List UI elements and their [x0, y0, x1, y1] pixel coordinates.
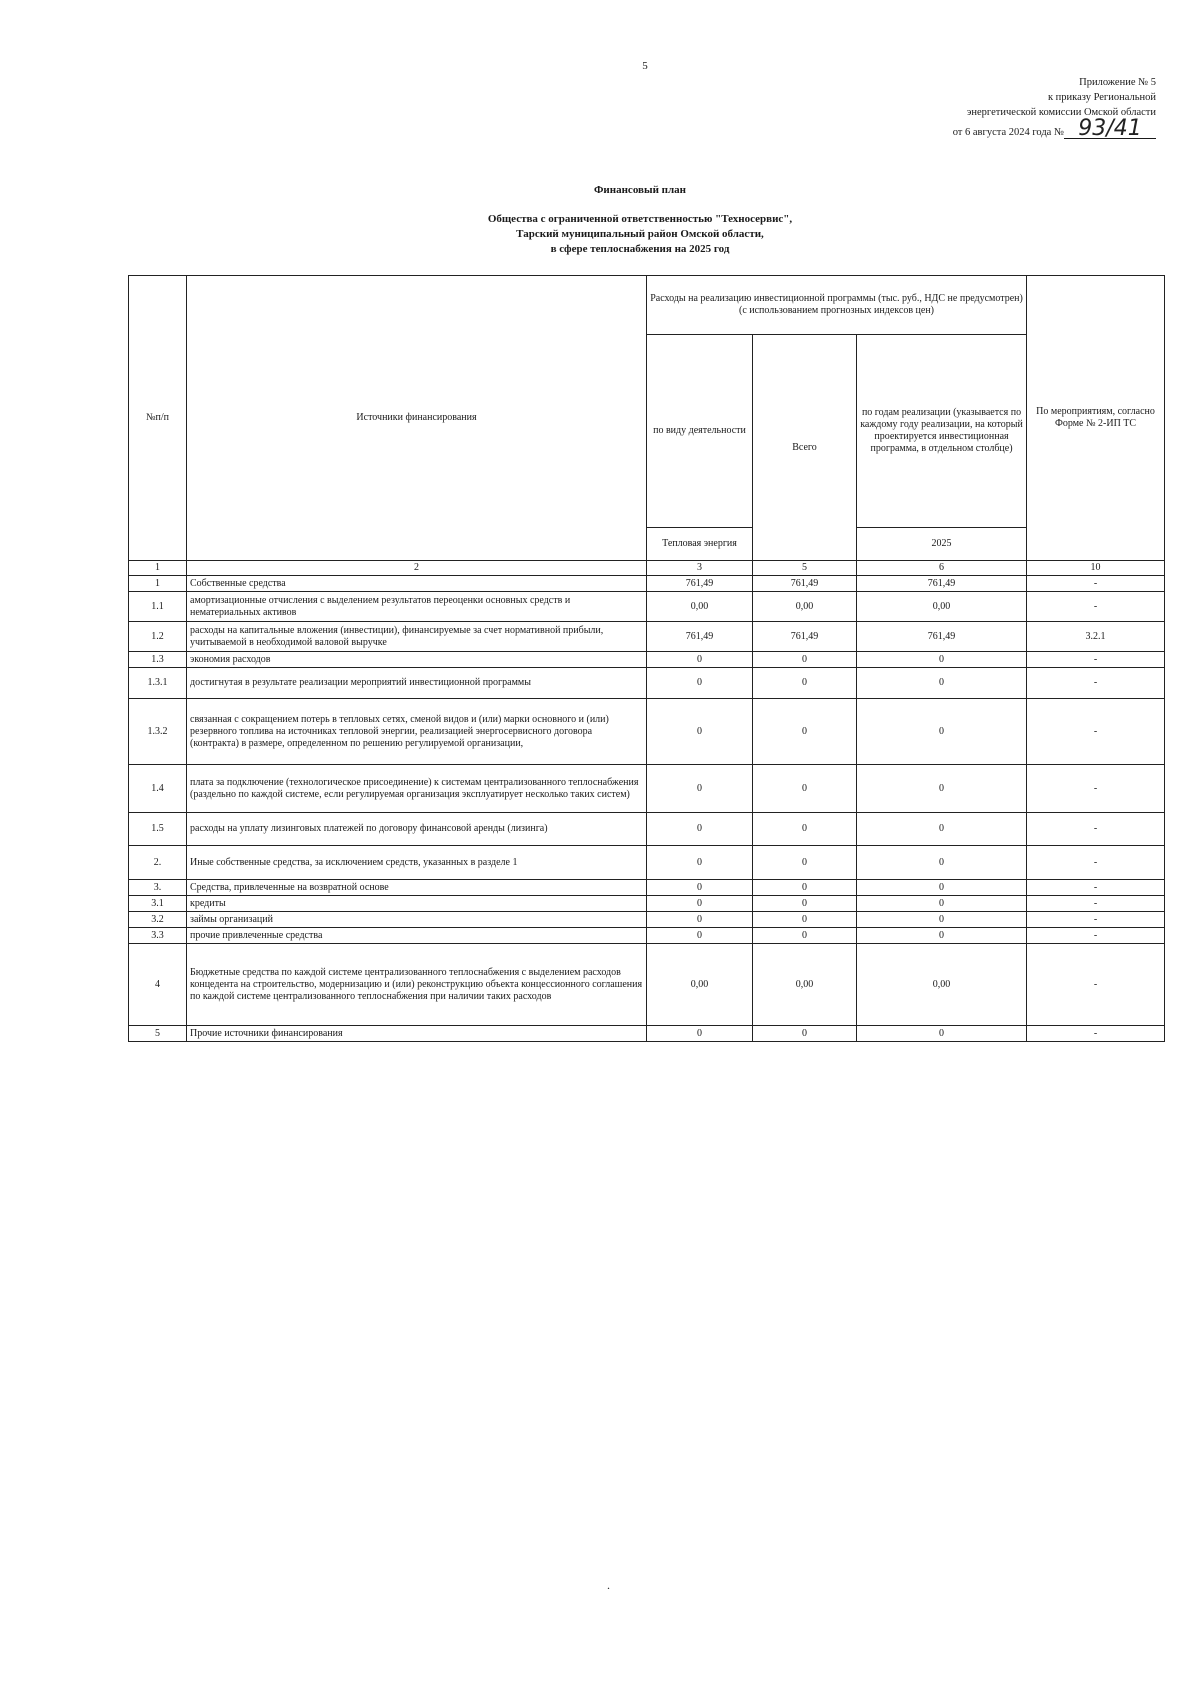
row-activity: 0 [647, 668, 753, 699]
column-number: 3 [647, 561, 753, 576]
table-row [129, 944, 1165, 1026]
row-total: 0 [753, 765, 857, 813]
row-total: 0 [753, 668, 857, 699]
row-num: 5 [129, 1026, 187, 1042]
row-year: 0,00 [857, 592, 1027, 622]
row-year: 761,49 [857, 622, 1027, 652]
row-num: 4 [129, 944, 187, 1026]
table-row [129, 576, 1165, 592]
document-title [330, 183, 950, 257]
order-line [952, 116, 1156, 141]
row-source: Прочие источники финансирования [187, 1026, 647, 1042]
table-row [129, 813, 1165, 846]
title-line: Финансовый план [593, 184, 687, 196]
header-expenses-group: Расходы на реализацию инвестиционной программы (тыс. руб., НДС не предусмотрен) (с использованием прогнозных индексов цен) [647, 276, 1027, 335]
row-source: прочие привлеченные средства [187, 928, 647, 944]
row-activity: 0 [647, 928, 753, 944]
table-row [129, 1026, 1165, 1042]
row-source: расходы на уплату лизинговых платежей по договору финансовой аренды (лизинга) [187, 813, 647, 846]
table-row [129, 622, 1165, 652]
header-by-activity: по виду деятельности [647, 335, 753, 528]
title-line: Общества с ограниченной ответственностью "Техносервис", [487, 213, 793, 225]
row-measures: - [1027, 912, 1165, 928]
title-line: в сфере теплоснабжения на 2025 год [550, 243, 730, 255]
row-measures: - [1027, 765, 1165, 813]
row-measures: - [1027, 1026, 1165, 1042]
header-total: Всего [753, 335, 857, 561]
row-num: 3. [129, 880, 187, 896]
row-source: достигнутая в результате реализации мероприятий инвестиционной программы [187, 668, 647, 699]
row-total: 0 [753, 1026, 857, 1042]
header-by-years: по годам реализации (указывается по каждому году реализации, на который проектируется инвестиционная программа, в отдельном столбце) [857, 335, 1027, 528]
row-activity: 0 [647, 912, 753, 928]
row-activity: 761,49 [647, 622, 753, 652]
table-row [129, 592, 1165, 622]
row-source: Иные собственные средства, за исключением средств, указанных в разделе 1 [187, 846, 647, 880]
row-num: 1.2 [129, 622, 187, 652]
row-num: 1.3.1 [129, 668, 187, 699]
row-total: 761,49 [753, 576, 857, 592]
row-source: Средства, привлеченные на возвратной основе [187, 880, 647, 896]
row-source: экономия расходов [187, 652, 647, 668]
title-line: Тарский муниципальный район Омской области, [516, 228, 764, 240]
header-num: №п/п [129, 276, 187, 561]
row-year: 0 [857, 1026, 1027, 1042]
row-measures: 3.2.1 [1027, 622, 1165, 652]
row-measures: - [1027, 928, 1165, 944]
header-heat-energy: Тепловая энергия [647, 528, 753, 561]
row-total: 0 [753, 652, 857, 668]
column-number: 1 [129, 561, 187, 576]
row-total: 0,00 [753, 944, 857, 1026]
row-year: 761,49 [857, 576, 1027, 592]
row-source: Собственные средства [187, 576, 647, 592]
column-number: 10 [1027, 561, 1165, 576]
row-measures: - [1027, 699, 1165, 765]
row-num: 3.3 [129, 928, 187, 944]
table-row [129, 896, 1165, 912]
row-num: 1.5 [129, 813, 187, 846]
table-row [129, 652, 1165, 668]
row-total: 0 [753, 813, 857, 846]
row-num: 1.4 [129, 765, 187, 813]
row-total: 0 [753, 928, 857, 944]
row-activity: 0,00 [647, 944, 753, 1026]
appendix-line: энергетической комиссии Омской области [966, 107, 1156, 118]
row-year: 0 [857, 668, 1027, 699]
row-num: 2. [129, 846, 187, 880]
row-year: 0 [857, 652, 1027, 668]
row-activity: 0 [647, 765, 753, 813]
row-year: 0 [857, 912, 1027, 928]
row-year: 0 [857, 896, 1027, 912]
order-number-handwritten: 93/41 [1064, 120, 1156, 139]
row-total: 761,49 [753, 622, 857, 652]
table-row [129, 846, 1165, 880]
scan-mark: . [607, 1578, 610, 1592]
row-num: 3.2 [129, 912, 187, 928]
table-row [129, 699, 1165, 765]
order-date: от 6 августа 2024 года № [952, 127, 1064, 138]
row-measures: - [1027, 880, 1165, 896]
row-source: Бюджетные средства по каждой системе централизованного теплоснабжения с выделением расходов концедента на строительство, модернизацию и (или) реконструкцию объекта концессионного соглашения по каждой системе централизованного теплоснабжения при наличии таких расходов [187, 944, 647, 1026]
row-measures: - [1027, 944, 1165, 1026]
row-activity: 0 [647, 846, 753, 880]
row-activity: 0 [647, 880, 753, 896]
row-year: 0 [857, 699, 1027, 765]
table-row [129, 765, 1165, 813]
row-total: 0 [753, 880, 857, 896]
row-activity: 0 [647, 896, 753, 912]
table-row [129, 668, 1165, 699]
row-num: 1.1 [129, 592, 187, 622]
row-measures: - [1027, 576, 1165, 592]
row-num: 1.3 [129, 652, 187, 668]
row-num: 3.1 [129, 896, 187, 912]
header-source: Источники финансирования [187, 276, 647, 561]
row-source: связанная с сокращением потерь в тепловых сетях, сменой видов и (или) марки основного и (или) резервного топлива на источниках тепловой энергии, реализацией энергосервисного договора (контракта) в размере, определенном по решению регулируемой организации, [187, 699, 647, 765]
row-year: 0 [857, 813, 1027, 846]
row-activity: 0 [647, 1026, 753, 1042]
row-total: 0 [753, 846, 857, 880]
table-row [129, 880, 1165, 896]
row-num: 1 [129, 576, 187, 592]
row-year: 0 [857, 928, 1027, 944]
appendix-line: Приложение № 5 [1079, 77, 1156, 88]
row-year: 0,00 [857, 944, 1027, 1026]
header-by-measures: По мероприятиям, согласно Форме № 2-ИП ТС [1027, 276, 1165, 561]
row-total: 0 [753, 896, 857, 912]
row-activity: 761,49 [647, 576, 753, 592]
row-measures: - [1027, 846, 1165, 880]
row-num: 1.3.2 [129, 699, 187, 765]
row-year: 0 [857, 846, 1027, 880]
row-activity: 0 [647, 813, 753, 846]
appendix-line: к приказу Региональной [1047, 92, 1156, 103]
row-measures: - [1027, 896, 1165, 912]
column-number: 5 [753, 561, 857, 576]
page-number: 5 [642, 60, 648, 72]
table-row [129, 928, 1165, 944]
row-measures: - [1027, 592, 1165, 622]
table-row [129, 912, 1165, 928]
row-year: 0 [857, 765, 1027, 813]
row-activity: 0,00 [647, 592, 753, 622]
header-year: 2025 [857, 528, 1027, 561]
row-source: плата за подключение (технологическое присоединение) к системам централизованного теплоснабжения (раздельно по каждой системе, если регулируемая организация эксплуатирует несколько таких систем) [187, 765, 647, 813]
row-source: расходы на капитальные вложения (инвестиции), финансируемые за счет нормативной прибыли, учитываемой в необходимой валовой выручке [187, 622, 647, 652]
row-source: займы организаций [187, 912, 647, 928]
row-measures: - [1027, 813, 1165, 846]
row-total: 0 [753, 912, 857, 928]
column-number: 2 [187, 561, 647, 576]
row-source: амортизационные отчисления с выделением результатов переоценки основных средств и нематериальных активов [187, 592, 647, 622]
row-total: 0,00 [753, 592, 857, 622]
row-activity: 0 [647, 699, 753, 765]
row-measures: - [1027, 652, 1165, 668]
row-measures: - [1027, 668, 1165, 699]
row-year: 0 [857, 880, 1027, 896]
column-number: 6 [857, 561, 1027, 576]
appendix-block [953, 75, 1156, 140]
row-activity: 0 [647, 652, 753, 668]
financial-plan-table [128, 275, 1165, 1042]
row-source: кредиты [187, 896, 647, 912]
row-total: 0 [753, 699, 857, 765]
